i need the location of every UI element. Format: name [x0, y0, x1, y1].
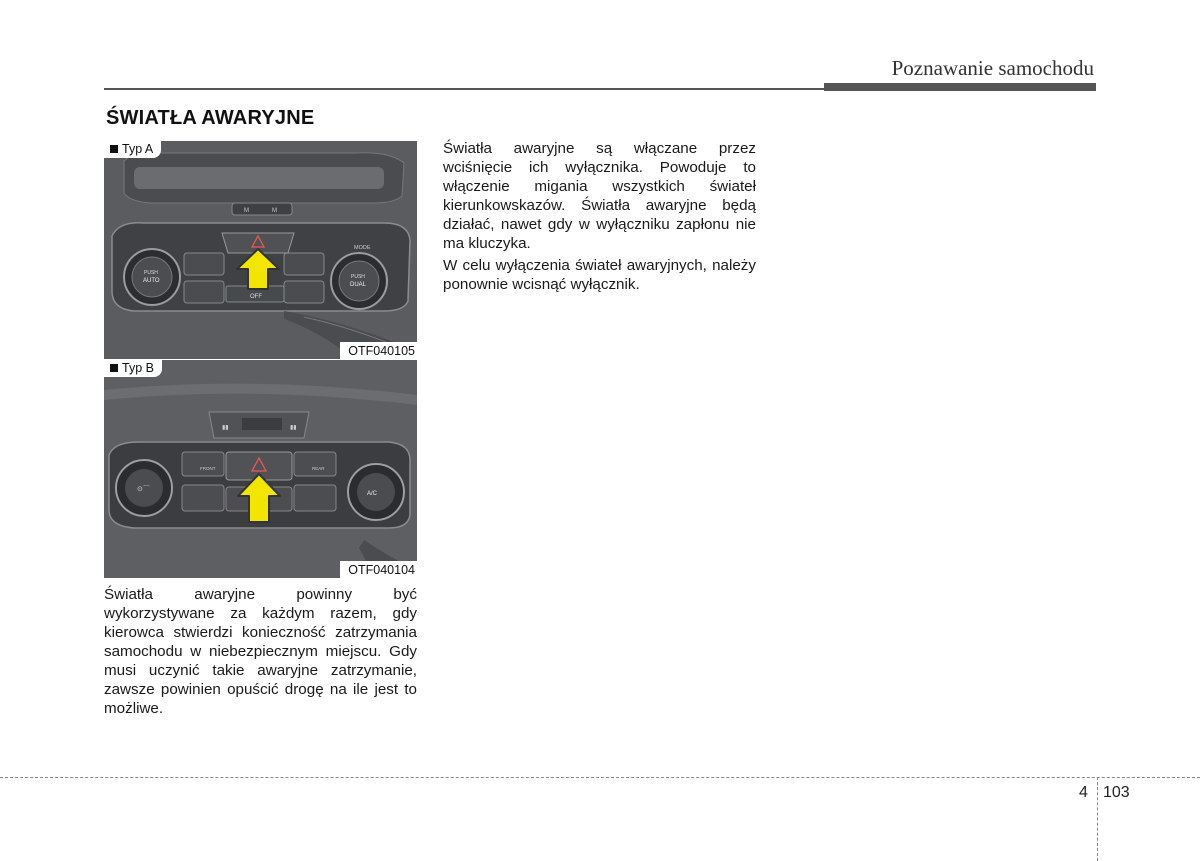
section-title: ŚWIATŁA AWARYJNE	[106, 107, 315, 129]
svg-text:MODE: MODE	[354, 245, 371, 251]
figure-label: Typ A	[104, 141, 161, 158]
paragraph-left: Światła awaryjne powinny być wykorzystywane za każdym razem, gdy kierowca stwierdzi konieczność zatrzymania samochodu w niebezpiecznym miejscu. Gdy musi uczynić takie awaryjne zatrzymanie, zawsze powinien opuścić drogę na ile jest to możliwe.	[104, 586, 417, 717]
svg-text:FRONT: FRONT	[200, 466, 216, 471]
svg-text:▮▮: ▮▮	[222, 425, 229, 431]
svg-text:M: M	[272, 208, 277, 214]
push-auto-label: PUSH	[144, 270, 158, 276]
chapter-number: 4	[1079, 784, 1088, 801]
header-rule	[104, 88, 824, 90]
climate-panel-b-illustration	[104, 360, 417, 578]
svg-text:DUAL: DUAL	[350, 282, 367, 288]
footer-divider	[1097, 777, 1098, 861]
svg-text:▮▮: ▮▮	[290, 425, 297, 431]
running-header: Poznawanie samochodu	[891, 56, 1094, 80]
square-bullet-icon	[110, 145, 118, 153]
svg-text:REAR: REAR	[312, 466, 325, 471]
push-dual-label: PUSH	[351, 274, 365, 280]
svg-text:M: M	[244, 208, 249, 214]
svg-text:⊙⌒: ⊙⌒	[137, 486, 150, 493]
square-bullet-icon	[110, 364, 118, 372]
svg-text:AUTO: AUTO	[143, 278, 160, 284]
paragraph-right-2: W celu wyłączenia świateł awaryjnych, należy ponownie wcisnąć wyłącznik.	[443, 257, 756, 293]
figure-label: Typ B	[104, 360, 162, 377]
climate-panel-a-illustration	[104, 141, 417, 359]
figure-code: OTF040104	[340, 561, 417, 578]
figure-type-a	[104, 141, 417, 359]
header-rule-bar	[824, 83, 1096, 91]
footer-rule	[0, 777, 1200, 778]
page-number: 103	[1103, 784, 1130, 801]
off-label: OFF	[250, 294, 262, 300]
ac-label: A/C	[367, 491, 378, 497]
paragraph-right-1: Światła awaryjne są włączane przez wciśnięcie ich wyłącznika. Powoduje to włączenie migania wszystkich świateł kierunkowskazów. Światła awaryjne będą działać, nawet gdy w wyłączniku zapłonu nie ma kluczyka.	[443, 140, 756, 252]
figure-type-b	[104, 360, 417, 578]
figure-code: OTF040105	[340, 342, 417, 359]
